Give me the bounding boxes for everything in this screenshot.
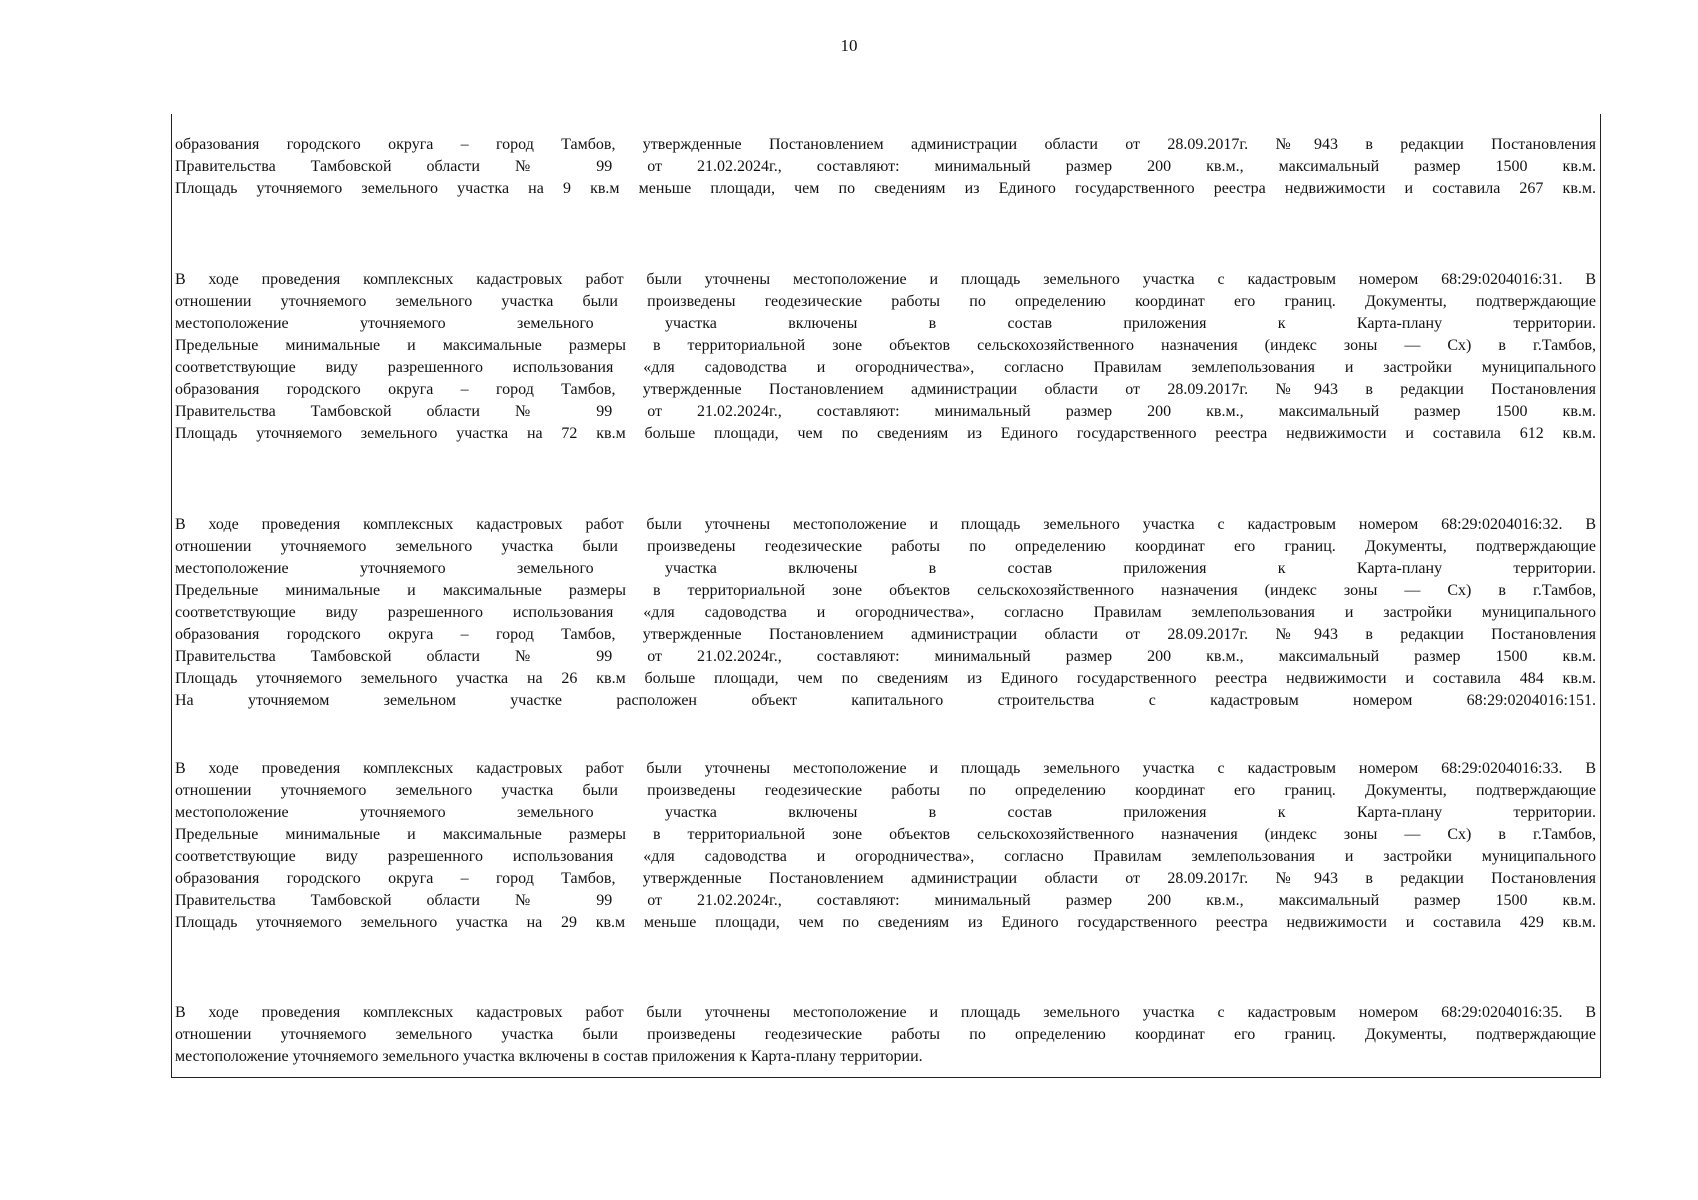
text-line: Предельные минимальные и максимальные размеры в территориальной зоне объектов сельскохозяйственного назначения (индекс зоны — Сх) в г.Тамбов, [175, 826, 1596, 843]
text-line: образования городского округа – город Тамбов, утвержденные Постановлением администрации области от 28.09.2017г. №943 в редакции Постановления [175, 870, 1596, 887]
text-line: соответствующие виду разрешенного использования «для садоводства и огородничества», согласно Правилам землепользования и застройки муниципального [175, 359, 1596, 376]
paragraph-parcel-31 [175, 269, 1596, 445]
paragraph-parcel-33 [175, 758, 1596, 934]
text-line: местоположение уточняемого земельного участка включены в состав приложения к Карта-плану территории. [175, 804, 1596, 821]
paragraph-parcel-35 [175, 1002, 1596, 1068]
text-line: местоположение уточняемого земельного участка включены в состав приложения к Карта-плану территории. [175, 560, 1596, 577]
text-line: Предельные минимальные и максимальные размеры в территориальной зоне объектов сельскохозяйственного назначения (индекс зоны — Сх) в г.Тамбов, [175, 582, 1596, 599]
paragraph-continuation [175, 134, 1596, 200]
text-line: отношении уточняемого земельного участка были произведены геодезические работы по определению координат его границ. Документы, подтверждающие [175, 293, 1596, 310]
paragraph-parcel-32 [175, 514, 1596, 712]
text-line: Площадь уточняемого земельного участка на 9 кв.м меньше площади, чем по сведениям из Единого государственного реестра недвижимости и составила 267 кв.м. [175, 180, 1596, 197]
text-line: отношении уточняемого земельного участка были произведены геодезические работы по определению координат его границ. Документы, подтверждающие [175, 538, 1596, 555]
text-line: отношении уточняемого земельного участка были произведены геодезические работы по определению координат его границ. Документы, подтверждающие [175, 1026, 1596, 1043]
text-line: Площадь уточняемого земельного участка на 72 кв.м больше площади, чем по сведениям из Единого государственного реестра недвижимости и составила 612 кв.м. [175, 425, 1596, 442]
document-content-box [171, 114, 1601, 1078]
text-line: образования городского округа – город Тамбов, утвержденные Постановлением администрации области от 28.09.2017г. №943 в редакции Постановления [175, 626, 1596, 643]
text-line: В ходе проведения комплексных кадастровых работ были уточнены местоположение и площадь земельного участка с кадастровым номером 68:29:0204016:31. В [175, 271, 1596, 288]
text-line: Правительства Тамбовской области № 99 от 21.02.2024г., составляют: минимальный размер 200 кв.м., максимальный размер 1500 кв.м. [175, 892, 1596, 909]
text-line: соответствующие виду разрешенного использования «для садоводства и огородничества», согласно Правилам землепользования и застройки муниципального [175, 848, 1596, 865]
text-line: образования городского округа – город Тамбов, утвержденные Постановлением администрации области от 28.09.2017г. №943 в редакции Постановления [175, 136, 1596, 153]
text-line: местоположение уточняемого земельного участка включены в состав приложения к Карта-плану территории. [175, 1048, 923, 1065]
text-line: На уточняемом земельном участке расположен объект капитального строительства с кадастровым номером 68:29:0204016:151. [175, 692, 1596, 709]
text-line: отношении уточняемого земельного участка были произведены геодезические работы по определению координат его границ. Документы, подтверждающие [175, 782, 1596, 799]
text-line: Площадь уточняемого земельного участка на 29 кв.м меньше площади, чем по сведениям из Единого государственного реестра недвижимости и составила 429 кв.м. [175, 914, 1596, 931]
text-line: Правительства Тамбовской области № 99 от 21.02.2024г., составляют: минимальный размер 200 кв.м., максимальный размер 1500 кв.м. [175, 158, 1596, 175]
text-line: В ходе проведения комплексных кадастровых работ были уточнены местоположение и площадь земельного участка с кадастровым номером 68:29:0204016:35. В [175, 1004, 1596, 1021]
text-line: местоположение уточняемого земельного участка включены в состав приложения к Карта-плану территории. [175, 315, 1596, 332]
text-line: Правительства Тамбовской области № 99 от 21.02.2024г., составляют: минимальный размер 200 кв.м., максимальный размер 1500 кв.м. [175, 403, 1596, 420]
text-line: Площадь уточняемого земельного участка на 26 кв.м больше площади, чем по сведениям из Единого государственного реестра недвижимости и составила 484 кв.м. [175, 670, 1596, 687]
text-line: В ходе проведения комплексных кадастровых работ были уточнены местоположение и площадь земельного участка с кадастровым номером 68:29:0204016:32. В [175, 516, 1596, 533]
text-line: Правительства Тамбовской области № 99 от 21.02.2024г., составляют: минимальный размер 200 кв.м., максимальный размер 1500 кв.м. [175, 648, 1596, 665]
text-line: соответствующие виду разрешенного использования «для садоводства и огородничества», согласно Правилам землепользования и застройки муниципального [175, 604, 1596, 621]
text-line: образования городского округа – город Тамбов, утвержденные Постановлением администрации области от 28.09.2017г. №943 в редакции Постановления [175, 381, 1596, 398]
text-line: Предельные минимальные и максимальные размеры в территориальной зоне объектов сельскохозяйственного назначения (индекс зоны — Сх) в г.Тамбов, [175, 337, 1596, 354]
text-line: В ходе проведения комплексных кадастровых работ были уточнены местоположение и площадь земельного участка с кадастровым номером 68:29:0204016:33. В [175, 760, 1596, 777]
page-number: 10 [840, 36, 858, 55]
